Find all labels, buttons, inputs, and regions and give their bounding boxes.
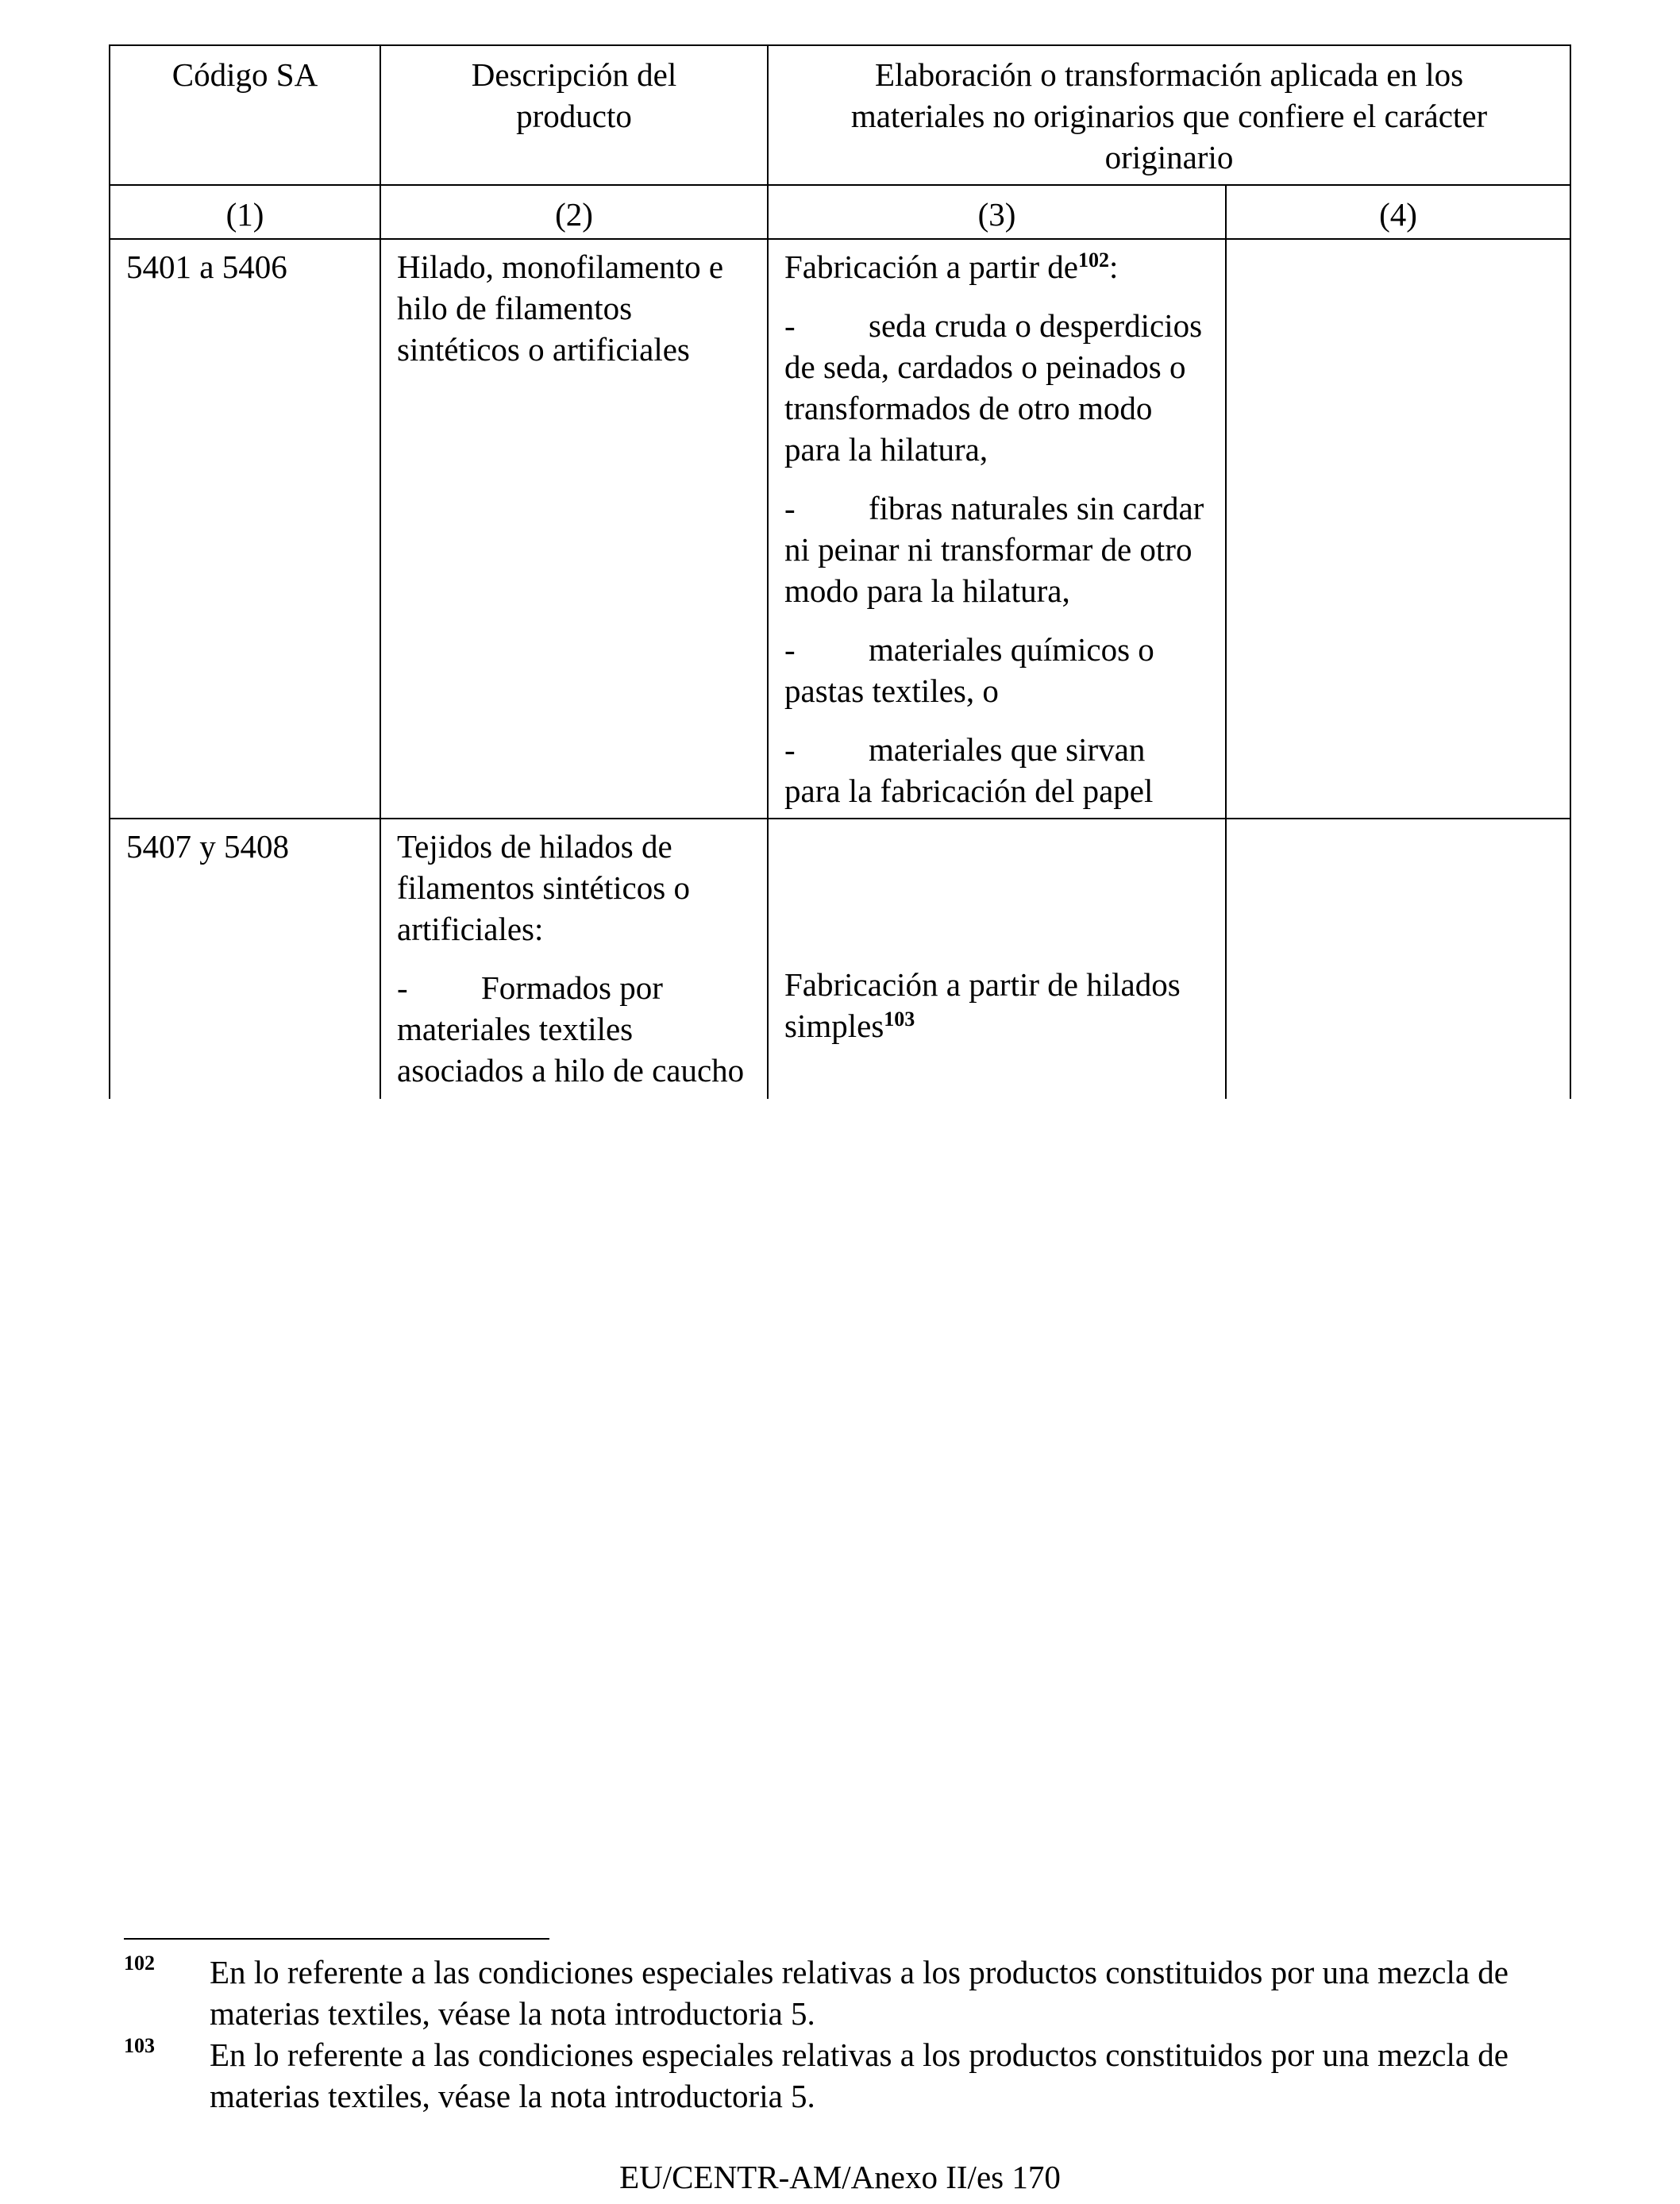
header-row (110, 45, 1570, 185)
header-product-description: Descripción del producto (380, 45, 768, 185)
list-item: - seda cruda o desperdicios de seda, cardados o peinados o transformados de otro modo para la hilatura, (784, 307, 1203, 468)
row-hs-code: 5401 a 5406 (110, 239, 380, 819)
rules-of-origin-table (109, 44, 1571, 1099)
column-number-2: (2) (380, 185, 768, 239)
header-processing: Elaboración o transformación aplicada en los materiales no originarios que confiere el carácter originario (768, 45, 1570, 185)
row-description: Tejidos de hilados de filamentos sintéticos o artificiales: - Formados por materiales textiles asociados a hilo de caucho (380, 819, 768, 1099)
footnote-separator (124, 1938, 549, 1940)
column-number-1: (1) (110, 185, 380, 239)
row-processing (768, 239, 1226, 819)
list-item: - Formados por materiales textiles asociados a hilo de caucho (397, 969, 745, 1089)
row-processing: Fabricación a partir de hilados simples$^{103}$ (768, 819, 1226, 1099)
column-number-4: (4) (1226, 185, 1570, 239)
column-number-row (110, 185, 1570, 239)
list-item: - fibras naturales sin cardar ni peinar ni transformar de otro modo para la hilatura, (784, 490, 1204, 609)
column-number-3: (3) (768, 185, 1226, 239)
row-col4 (1226, 239, 1570, 819)
list-item: - materiales que sirvan para la fabricación del papel (784, 731, 1154, 809)
header-hs-code: Código SA (110, 45, 380, 185)
footnote-text: En lo referente a las condiciones especiales relativas a los productos constituidos por una mezcla de materias textiles, véase la nota introductoria 5. (210, 1954, 1509, 2032)
row-hs-code: 5407 y 5408 (110, 819, 380, 1099)
footnote-number: 103 (124, 2034, 155, 2057)
table-row (110, 239, 1570, 819)
footnote-ref-103: 103 (884, 1008, 915, 1031)
page-footer: EU/CENTR-AM/Anexo II/es 170 (619, 2159, 1061, 2195)
footnote-text: En lo referente a las condiciones especiales relativas a los productos constituidos por una mezcla de materias textiles, véase la nota introductoria 5. (210, 2036, 1509, 2114)
footnote-ref-102: 102 (1077, 249, 1109, 272)
processing-intro: Fabricación a partir $de^{102}$: (784, 249, 1119, 285)
row-description: Hilado, monofilamento e hilo de filamentos sintéticos o artificiales (380, 239, 768, 819)
table-row (110, 819, 1570, 1099)
list-item: - materiales químicos o pastas textiles, o (784, 631, 1154, 709)
footnote-number: 102 (124, 1952, 155, 1975)
row-col4 (1226, 819, 1570, 1099)
